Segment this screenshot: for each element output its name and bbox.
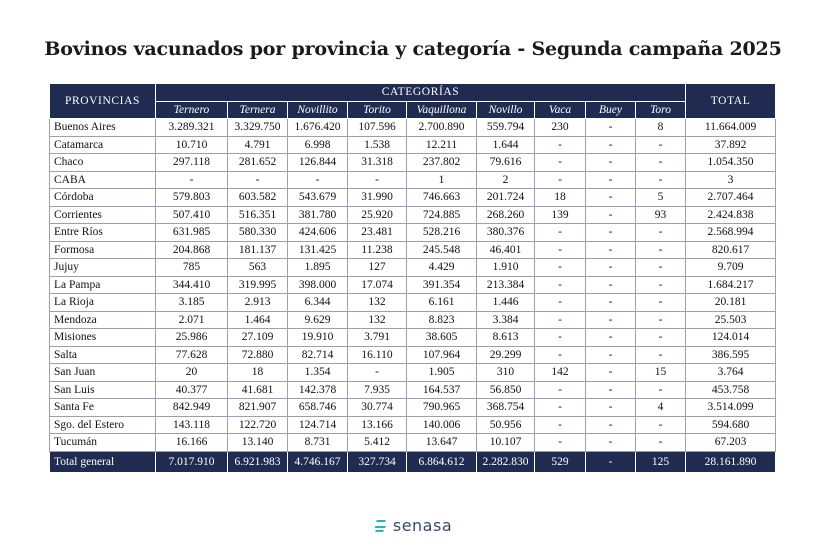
province-cell: Formosa <box>50 241 156 259</box>
table-row <box>50 119 776 137</box>
value-cell: - <box>636 259 686 277</box>
value-cell: 1.644 <box>477 136 535 154</box>
value-cell: 8.731 <box>288 434 348 452</box>
value-cell: 107.964 <box>407 346 477 364</box>
value-cell: 132 <box>348 311 407 329</box>
total-value-cell: 125 <box>636 451 686 472</box>
value-cell: - <box>586 416 636 434</box>
value-cell: - <box>535 241 586 259</box>
value-cell: - <box>636 329 686 347</box>
value-cell: 20 <box>156 364 228 382</box>
value-cell: 164.537 <box>407 381 477 399</box>
value-cell: 3.791 <box>348 329 407 347</box>
row-total-cell: 9.709 <box>686 259 776 277</box>
row-total-cell: 25.503 <box>686 311 776 329</box>
row-total-cell: 124.014 <box>686 329 776 347</box>
value-cell: 181.137 <box>228 241 288 259</box>
table-row <box>50 294 776 312</box>
value-cell: - <box>586 259 636 277</box>
value-cell: 18 <box>535 189 586 207</box>
value-cell: 1.895 <box>288 259 348 277</box>
province-cell: Córdoba <box>50 189 156 207</box>
value-cell: 724.885 <box>407 206 477 224</box>
value-cell: 3.185 <box>156 294 228 312</box>
value-cell: - <box>535 294 586 312</box>
row-total-cell: 2.568.994 <box>686 224 776 242</box>
value-cell: - <box>586 119 636 137</box>
province-cell: Salta <box>50 346 156 364</box>
value-cell: - <box>636 276 686 294</box>
value-cell: 31.318 <box>348 154 407 172</box>
value-cell: - <box>535 276 586 294</box>
table-row <box>50 399 776 417</box>
value-cell: - <box>636 346 686 364</box>
category-header: Toro <box>636 101 686 119</box>
row-total-cell: 3.764 <box>686 364 776 382</box>
row-total-cell: 1.684.217 <box>686 276 776 294</box>
value-cell: 1.446 <box>477 294 535 312</box>
value-cell: 131.425 <box>288 241 348 259</box>
value-cell: 7.935 <box>348 381 407 399</box>
category-header: Ternero <box>156 101 228 119</box>
table-row <box>50 224 776 242</box>
value-cell: 1.538 <box>348 136 407 154</box>
province-cell: San Luis <box>50 381 156 399</box>
value-cell: 2 <box>477 171 535 189</box>
category-header: Novillo <box>477 101 535 119</box>
value-cell: 344.410 <box>156 276 228 294</box>
value-cell: 143.118 <box>156 416 228 434</box>
value-cell: 310 <box>477 364 535 382</box>
value-cell: 319.995 <box>228 276 288 294</box>
province-cell: Chaco <box>50 154 156 172</box>
value-cell: 3.289.321 <box>156 119 228 137</box>
value-cell: 1.464 <box>228 311 288 329</box>
row-total-cell: 37.892 <box>686 136 776 154</box>
value-cell: 398.000 <box>288 276 348 294</box>
table-row <box>50 434 776 452</box>
value-cell: 213.384 <box>477 276 535 294</box>
category-header: Vaquillona <box>407 101 477 119</box>
row-total-cell: 453.758 <box>686 381 776 399</box>
value-cell: 140.006 <box>407 416 477 434</box>
value-cell: 3.329.750 <box>228 119 288 137</box>
table-row <box>50 381 776 399</box>
header-provincias: PROVINCIAS <box>50 84 156 119</box>
value-cell: 30.774 <box>348 399 407 417</box>
table-row <box>50 346 776 364</box>
row-total-cell: 2.424.838 <box>686 206 776 224</box>
value-cell: 19.910 <box>288 329 348 347</box>
vaccination-table <box>49 83 776 473</box>
total-value-cell: 2.282.830 <box>477 451 535 472</box>
value-cell: 1.676.420 <box>288 119 348 137</box>
value-cell: - <box>586 171 636 189</box>
value-cell: 126.844 <box>288 154 348 172</box>
value-cell: 579.803 <box>156 189 228 207</box>
value-cell: 50.956 <box>477 416 535 434</box>
value-cell: 18 <box>228 364 288 382</box>
value-cell: 93 <box>636 206 686 224</box>
value-cell: - <box>535 434 586 452</box>
value-cell: 46.401 <box>477 241 535 259</box>
value-cell: 139 <box>535 206 586 224</box>
total-value-cell: 6.864.612 <box>407 451 477 472</box>
row-total-cell: 820.617 <box>686 241 776 259</box>
value-cell: 16.110 <box>348 346 407 364</box>
province-cell: Misiones <box>50 329 156 347</box>
value-cell: - <box>636 241 686 259</box>
value-cell: - <box>636 294 686 312</box>
value-cell: 368.754 <box>477 399 535 417</box>
value-cell: 29.299 <box>477 346 535 364</box>
province-cell: Mendoza <box>50 311 156 329</box>
value-cell: 10.710 <box>156 136 228 154</box>
table-row <box>50 206 776 224</box>
value-cell: 8.823 <box>407 311 477 329</box>
value-cell: 4.791 <box>228 136 288 154</box>
value-cell: - <box>535 224 586 242</box>
value-cell: - <box>586 189 636 207</box>
value-cell: - <box>535 311 586 329</box>
value-cell: - <box>288 171 348 189</box>
value-cell: 11.238 <box>348 241 407 259</box>
value-cell: 6.998 <box>288 136 348 154</box>
value-cell: 842.949 <box>156 399 228 417</box>
logo-text: senasa <box>392 516 453 535</box>
category-header: Vaca <box>535 101 586 119</box>
value-cell: 56.850 <box>477 381 535 399</box>
value-cell: 132 <box>348 294 407 312</box>
value-cell: 516.351 <box>228 206 288 224</box>
value-cell: 31.990 <box>348 189 407 207</box>
value-cell: 2.913 <box>228 294 288 312</box>
value-cell: 27.109 <box>228 329 288 347</box>
header-categorias: CATEGORÍAS <box>156 84 686 102</box>
total-value-cell: - <box>586 451 636 472</box>
province-cell: CABA <box>50 171 156 189</box>
value-cell: 142 <box>535 364 586 382</box>
page-title: Bovinos vacunados por provincia y categoría - Segunda campaña 2025 <box>44 38 782 60</box>
value-cell: 13.166 <box>348 416 407 434</box>
value-cell: 25.920 <box>348 206 407 224</box>
row-total-cell: 67.203 <box>686 434 776 452</box>
value-cell: 380.376 <box>477 224 535 242</box>
value-cell: - <box>228 171 288 189</box>
value-cell: 5.412 <box>348 434 407 452</box>
value-cell: 41.681 <box>228 381 288 399</box>
value-cell: - <box>586 294 636 312</box>
value-cell: 631.985 <box>156 224 228 242</box>
table-row <box>50 276 776 294</box>
value-cell: 790.965 <box>407 399 477 417</box>
value-cell: - <box>586 206 636 224</box>
province-cell: Santa Fe <box>50 399 156 417</box>
province-cell: Sgo. del Estero <box>50 416 156 434</box>
table-row <box>50 154 776 172</box>
value-cell: 6.344 <box>288 294 348 312</box>
total-value-cell: 327.734 <box>348 451 407 472</box>
value-cell: - <box>636 136 686 154</box>
value-cell: 3.384 <box>477 311 535 329</box>
value-cell: 1 <box>407 171 477 189</box>
value-cell: 15 <box>636 364 686 382</box>
category-header: Torito <box>348 101 407 119</box>
grand-total-cell: 28.161.890 <box>686 451 776 472</box>
table-row <box>50 311 776 329</box>
value-cell: 2.071 <box>156 311 228 329</box>
value-cell: - <box>535 171 586 189</box>
value-cell: 507.410 <box>156 206 228 224</box>
value-cell: - <box>636 434 686 452</box>
table-row <box>50 241 776 259</box>
row-total-cell: 386.595 <box>686 346 776 364</box>
value-cell: - <box>586 311 636 329</box>
value-cell: 381.780 <box>288 206 348 224</box>
value-cell: 4 <box>636 399 686 417</box>
value-cell: - <box>636 416 686 434</box>
value-cell: 821.907 <box>228 399 288 417</box>
value-cell: 201.724 <box>477 189 535 207</box>
value-cell: - <box>586 399 636 417</box>
value-cell: 245.548 <box>407 241 477 259</box>
value-cell: 746.663 <box>407 189 477 207</box>
value-cell: 237.802 <box>407 154 477 172</box>
value-cell: 8.613 <box>477 329 535 347</box>
row-total-cell: 3.514.099 <box>686 399 776 417</box>
value-cell: 127 <box>348 259 407 277</box>
value-cell: 122.720 <box>228 416 288 434</box>
value-cell: 38.605 <box>407 329 477 347</box>
total-value-cell: 529 <box>535 451 586 472</box>
value-cell: 230 <box>535 119 586 137</box>
value-cell: - <box>636 311 686 329</box>
value-cell: 4.429 <box>407 259 477 277</box>
value-cell: 580.330 <box>228 224 288 242</box>
value-cell: - <box>348 364 407 382</box>
value-cell: 8 <box>636 119 686 137</box>
value-cell: 10.107 <box>477 434 535 452</box>
value-cell: 72.880 <box>228 346 288 364</box>
province-cell: Catamarca <box>50 136 156 154</box>
value-cell: - <box>586 136 636 154</box>
value-cell: 563 <box>228 259 288 277</box>
value-cell: - <box>636 224 686 242</box>
value-cell: - <box>535 136 586 154</box>
row-total-cell: 20.181 <box>686 294 776 312</box>
value-cell: 424.606 <box>288 224 348 242</box>
value-cell: - <box>636 381 686 399</box>
table-row <box>50 416 776 434</box>
value-cell: - <box>586 154 636 172</box>
value-cell: 391.354 <box>407 276 477 294</box>
value-cell: - <box>586 329 636 347</box>
total-general-label: Total general <box>50 451 156 472</box>
table-row <box>50 364 776 382</box>
value-cell: 82.714 <box>288 346 348 364</box>
province-cell: Entre Ríos <box>50 224 156 242</box>
province-cell: La Rioja <box>50 294 156 312</box>
table-body <box>50 119 776 473</box>
row-total-cell: 2.707.464 <box>686 189 776 207</box>
value-cell: - <box>586 381 636 399</box>
value-cell: 204.868 <box>156 241 228 259</box>
value-cell: 297.118 <box>156 154 228 172</box>
value-cell: - <box>535 416 586 434</box>
row-total-cell: 3 <box>686 171 776 189</box>
value-cell: 268.260 <box>477 206 535 224</box>
category-header-row <box>50 101 776 119</box>
value-cell: 6.161 <box>407 294 477 312</box>
value-cell: - <box>535 154 586 172</box>
value-cell: 1.910 <box>477 259 535 277</box>
value-cell: 13.140 <box>228 434 288 452</box>
value-cell: 142.378 <box>288 381 348 399</box>
value-cell: 5 <box>636 189 686 207</box>
province-cell: San Juan <box>50 364 156 382</box>
province-cell: Buenos Aires <box>50 119 156 137</box>
total-general-row <box>50 451 776 472</box>
row-total-cell: 11.664.009 <box>686 119 776 137</box>
value-cell: 1.354 <box>288 364 348 382</box>
value-cell: - <box>535 346 586 364</box>
value-cell: - <box>156 171 228 189</box>
province-cell: Jujuy <box>50 259 156 277</box>
value-cell: 785 <box>156 259 228 277</box>
value-cell: - <box>586 276 636 294</box>
value-cell: 281.652 <box>228 154 288 172</box>
value-cell: 25.986 <box>156 329 228 347</box>
row-total-cell: 594.680 <box>686 416 776 434</box>
value-cell: 13.647 <box>407 434 477 452</box>
table-row <box>50 329 776 347</box>
value-cell: - <box>535 381 586 399</box>
province-cell: Tucumán <box>50 434 156 452</box>
value-cell: - <box>535 399 586 417</box>
value-cell: 658.746 <box>288 399 348 417</box>
value-cell: - <box>636 154 686 172</box>
value-cell: - <box>535 329 586 347</box>
value-cell: - <box>586 346 636 364</box>
table-row <box>50 189 776 207</box>
value-cell: 1.905 <box>407 364 477 382</box>
value-cell: - <box>586 241 636 259</box>
footer-logo <box>0 516 826 535</box>
header-total: TOTAL <box>686 84 776 119</box>
value-cell: 9.629 <box>288 311 348 329</box>
value-cell: 23.481 <box>348 224 407 242</box>
value-cell: 79.616 <box>477 154 535 172</box>
total-value-cell: 4.746.167 <box>288 451 348 472</box>
total-value-cell: 6.921.983 <box>228 451 288 472</box>
category-header: Ternera <box>228 101 288 119</box>
value-cell: - <box>348 171 407 189</box>
value-cell: 543.679 <box>288 189 348 207</box>
value-cell: 603.582 <box>228 189 288 207</box>
value-cell: 124.714 <box>288 416 348 434</box>
table-row <box>50 259 776 277</box>
value-cell: 12.211 <box>407 136 477 154</box>
senasa-logo-icon <box>374 519 387 532</box>
value-cell: 559.794 <box>477 119 535 137</box>
category-header: Buey <box>586 101 636 119</box>
value-cell: 77.628 <box>156 346 228 364</box>
value-cell: 16.166 <box>156 434 228 452</box>
total-value-cell: 7.017.910 <box>156 451 228 472</box>
row-total-cell: 1.054.350 <box>686 154 776 172</box>
province-cell: La Pampa <box>50 276 156 294</box>
value-cell: - <box>586 224 636 242</box>
value-cell: - <box>535 259 586 277</box>
value-cell: 107.596 <box>348 119 407 137</box>
value-cell: - <box>586 364 636 382</box>
value-cell: 528.216 <box>407 224 477 242</box>
category-header: Novillito <box>288 101 348 119</box>
value-cell: 2.700.890 <box>407 119 477 137</box>
table-row <box>50 136 776 154</box>
value-cell: 17.074 <box>348 276 407 294</box>
value-cell: 40.377 <box>156 381 228 399</box>
province-cell: Corrientes <box>50 206 156 224</box>
value-cell: - <box>636 171 686 189</box>
value-cell: - <box>586 434 636 452</box>
table-row <box>50 171 776 189</box>
